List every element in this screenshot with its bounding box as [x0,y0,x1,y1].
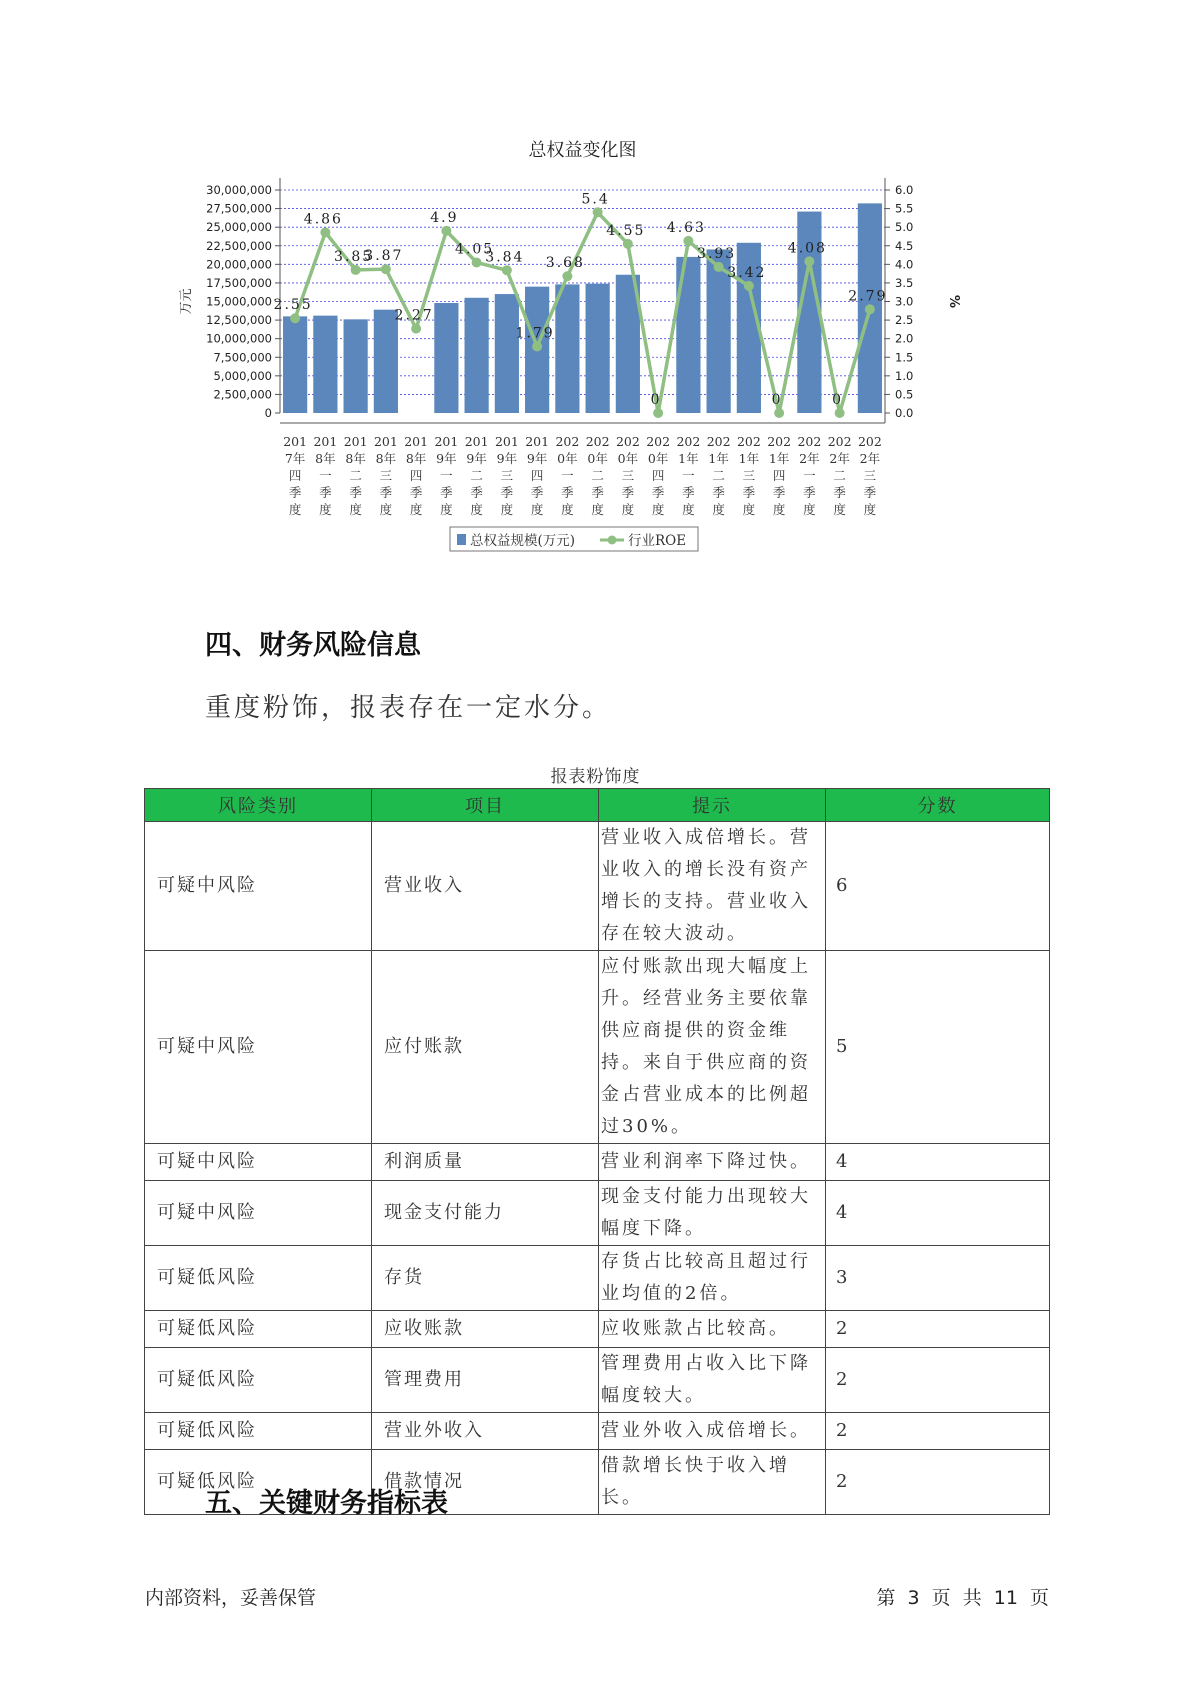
chart-title: 总权益变化图 [528,140,637,161]
x-tick-label: 一 [561,468,574,483]
x-tick-label: 202 [676,434,701,449]
y-tick-label: 12,500,000 [206,313,272,328]
x-tick-label: 季 [591,485,604,500]
x-tick-label: 1年 [738,451,760,466]
roe-data-label: 2.55 [273,297,313,314]
roe-point [835,408,845,418]
total-num: 11 [993,1587,1018,1609]
footer-page-number [876,1583,1049,1610]
roe-point [351,265,361,275]
roe-data-label: 0 [771,392,783,408]
header-score: 分数 [826,789,1050,822]
cell-hint: 借款增长快于收入增长。 [599,1450,826,1515]
x-tick-label: 度 [772,502,786,517]
x-tick-label: 0年 [617,451,639,466]
y2-tick-label: 2.0 [895,331,914,346]
roe-data-label: 4.9 [430,209,459,226]
cell-category: 可疑中风险 [145,1181,372,1246]
x-tick-label: 季 [863,485,877,500]
cell-score: 5 [826,951,1050,1144]
x-tick-label: 季 [379,485,393,500]
x-tick-label: 度 [530,502,544,517]
x-tick-label: 季 [651,485,665,500]
bar [313,316,337,413]
x-tick-label: 度 [803,502,816,517]
x-tick-label: 202 [706,434,731,449]
roe-point [593,207,603,217]
x-tick-label: 9年 [526,451,548,466]
y-tick-label: 2,500,000 [213,387,272,402]
y-tick-label: 15,000,000 [206,294,272,309]
x-tick-label: 201 [343,434,368,449]
total-unit: 页 [1029,1587,1049,1609]
x-tick-label: 季 [621,485,635,500]
roe-data-label: 4.55 [606,222,646,239]
x-tick-label: 季 [409,485,423,500]
y-tick-label: 30,000,000 [206,183,272,197]
x-tick-label: 四 [288,468,302,483]
bar [434,303,458,413]
x-tick-label: 四 [651,468,665,483]
y2-tick-label: 0.5 [895,387,914,402]
x-tick-label: 度 [682,502,695,517]
x-tick-label: 季 [319,485,332,500]
roe-point [744,281,754,291]
y2-tick-label: 1.0 [895,368,914,383]
x-tick-label: 度 [621,502,635,517]
x-tick-label: 一 [682,468,695,483]
y2-tick-label: 3.5 [895,275,914,290]
cell-category: 可疑低风险 [145,1348,372,1413]
table-row [145,1311,1050,1348]
x-tick-label: 三 [742,468,756,483]
bar [586,284,610,413]
roe-point [290,313,300,323]
x-tick-label: 202 [857,434,882,449]
section-heading-financial-risk: 四、财务风险信息 [205,630,421,661]
cell-hint: 管理费用占收入比下降幅度较大。 [599,1348,826,1413]
x-tick-label: 度 [712,502,725,517]
cell-hint: 营业收入成倍增长。营业收入的增长没有资产增长的支持。营业收入存在较大波动。 [599,822,826,951]
roe-point [320,227,330,237]
x-tick-label: 三 [379,468,393,483]
x-tick-label: 2年 [859,451,881,466]
x-tick-label: 度 [409,502,423,517]
cell-score: 3 [826,1246,1050,1311]
y2-tick-label: 0.0 [895,406,914,420]
x-tick-label: 度 [288,502,302,517]
footer-confidential-note: 内部资料，妥善保管 [145,1587,317,1609]
cell-category: 可疑低风险 [145,1413,372,1450]
cell-score: 4 [826,1144,1050,1181]
roe-data-label: 0 [832,392,844,408]
x-tick-label: 度 [591,502,604,517]
cell-item: 利润质量 [372,1144,599,1181]
cell-hint: 营业外收入成倍增长。 [599,1413,826,1450]
legend-bar-swatch [457,534,466,545]
y-tick-label: 17,500,000 [206,275,272,290]
x-tick-label: 度 [349,502,362,517]
x-tick-label: 季 [288,485,302,500]
cell-score: 4 [826,1181,1050,1246]
x-tick-label: 8年 [345,451,366,466]
risk-table [144,788,1050,1515]
table-row [145,1413,1050,1450]
total-label: 共 [962,1587,982,1609]
header-item: 项目 [372,789,599,822]
x-tick-label: 8年 [315,451,336,466]
cell-item: 应付账款 [372,951,599,1144]
x-tick-label: 季 [440,485,453,500]
x-tick-label: 201 [464,434,489,449]
bar [344,319,368,413]
x-tick-label: 四 [530,468,544,483]
y-axis-label: 万元 [179,288,194,315]
roe-point [532,341,542,351]
y2-tick-label: 4.0 [895,257,914,272]
y-tick-label: 25,000,000 [206,220,272,235]
y2-tick-label: 5.0 [895,220,914,235]
y-tick-label: 7,500,000 [213,350,272,365]
table-row [145,1348,1050,1413]
legend-line-marker [608,536,617,545]
cell-hint: 应付账款出现大幅度上升。经营业务主要依靠供应商提供的资金维持。来自于供应商的资金占营业成本的比例超过30%。 [599,951,826,1144]
cell-category: 可疑低风险 [145,1246,372,1311]
roe-point [502,265,512,275]
x-tick-label: 度 [319,502,332,517]
roe-data-label: 3.85 [334,248,374,265]
roe-point [411,324,421,334]
x-tick-label: 202 [797,434,822,449]
roe-data-label: 1.79 [515,325,555,342]
x-tick-label: 三 [500,468,514,483]
x-tick-label: 201 [494,434,519,449]
legend-line-label: 行业ROE [628,533,687,549]
roe-data-label: 3.93 [697,245,737,262]
x-tick-label: 季 [349,485,362,500]
x-tick-label: 201 [434,434,459,449]
x-tick-label: 度 [863,502,877,517]
roe-point [865,304,875,314]
cell-item: 存货 [372,1246,599,1311]
x-tick-label: 度 [470,502,483,517]
roe-data-label: 3.84 [485,249,525,266]
cell-item: 现金支付能力 [372,1181,599,1246]
cell-category: 可疑中风险 [145,1144,372,1181]
y2-tick-label: 5.5 [895,201,914,216]
x-tick-label: 度 [379,502,393,517]
x-tick-label: 季 [500,485,514,500]
bar [495,294,519,413]
x-tick-label: 9年 [466,451,487,466]
cell-item: 应收账款 [372,1311,599,1348]
x-tick-label: 季 [530,485,544,500]
roe-data-label: 2.27 [394,307,434,324]
x-tick-label: 9年 [436,451,457,466]
chart-svg [160,130,1060,600]
x-tick-label: 度 [742,502,756,517]
cell-hint: 应收账款占比较高。 [599,1311,826,1348]
cell-category: 可疑低风险 [145,1450,372,1515]
y-tick-label: 10,000,000 [206,331,272,346]
x-tick-label: 季 [772,485,786,500]
page-num: 3 [907,1587,920,1609]
y-tick-label: 20,000,000 [206,257,272,272]
x-tick-label: 201 [404,434,429,449]
x-tick-label: 季 [742,485,756,500]
bar [555,284,579,413]
x-tick-label: 二 [470,468,483,483]
cell-item: 营业外收入 [372,1413,599,1450]
x-tick-label: 四 [772,468,786,483]
roe-data-label: 0 [650,392,662,408]
x-tick-label: 201 [373,434,398,449]
page-label: 第 [876,1587,896,1609]
bar [374,310,398,413]
bar [283,316,307,413]
roe-data-label: 4.86 [303,211,343,228]
x-tick-label: 202 [585,434,610,449]
cell-category: 可疑低风险 [145,1311,372,1348]
table-row [145,1246,1050,1311]
roe-data-label: 4.63 [666,219,706,236]
roe-point [381,264,391,274]
cell-hint: 存货占比较高且超过行业均值的2倍。 [599,1246,826,1311]
x-tick-label: 201 [525,434,550,449]
cell-item: 管理费用 [372,1348,599,1413]
cell-category: 可疑中风险 [145,822,372,951]
cell-item: 营业收入 [372,822,599,951]
x-tick-label: 201 [283,434,308,449]
roe-point [804,256,814,266]
x-tick-label: 1年 [768,451,790,466]
cell-score: 2 [826,1311,1050,1348]
x-tick-label: 8年 [405,451,427,466]
x-tick-label: 季 [682,485,695,500]
y-tick-label: 27,500,000 [206,201,272,216]
y2-tick-label: 3.0 [895,294,914,309]
roe-data-label: 5.4 [581,191,610,208]
x-tick-label: 季 [803,485,816,500]
header-category: 风险类别 [145,789,372,822]
x-tick-label: 三 [621,468,635,483]
x-tick-label: 度 [833,502,846,517]
cell-score: 2 [826,1450,1050,1515]
x-tick-label: 季 [470,485,483,500]
equity-change-chart [160,130,1060,600]
cell-score: 2 [826,1413,1050,1450]
roe-point [714,262,724,272]
x-tick-label: 1年 [678,451,699,466]
section-heading-key-indicators: 五、关键财务指标表 [205,1488,448,1519]
y-tick-label: 0 [264,406,272,420]
cell-item: 借款情况 [372,1450,599,1515]
roe-point [441,226,451,236]
x-tick-label: 二 [591,468,604,483]
x-tick-label: 202 [615,434,640,449]
x-tick-label: 二 [349,468,362,483]
x-tick-label: 一 [803,468,816,483]
x-tick-label: 0年 [587,451,608,466]
x-tick-label: 202 [736,434,761,449]
x-tick-label: 202 [827,434,852,449]
roe-data-label: 4.05 [455,241,495,258]
cell-category: 可疑中风险 [145,951,372,1144]
table-row [145,951,1050,1144]
x-tick-label: 三 [863,468,877,483]
x-tick-label: 四 [409,468,423,483]
bar [465,298,489,413]
x-tick-label: 一 [319,468,332,483]
x-tick-label: 度 [500,502,514,517]
risk-summary: 重度粉饰，报表存在一定水分。 [205,693,612,723]
cell-hint: 现金支付能力出现较大幅度下降。 [599,1181,826,1246]
x-tick-label: 度 [651,502,665,517]
x-tick-label: 季 [561,485,574,500]
roe-data-label: 4.08 [787,240,827,257]
table-row [145,1144,1050,1181]
legend-bar-label: 总权益规模(万元) [470,533,576,549]
x-tick-label: 0年 [557,451,578,466]
y-tick-label: 5,000,000 [213,368,272,383]
roe-point [623,239,633,249]
roe-point [562,271,572,281]
header-hint: 提示 [599,789,826,822]
x-tick-label: 1年 [708,451,729,466]
table-caption: 报表粉饰度 [550,767,641,787]
roe-point [683,236,693,246]
x-tick-label: 8年 [375,451,397,466]
x-tick-label: 202 [646,434,671,449]
x-tick-label: 0年 [647,451,669,466]
x-tick-label: 季 [712,485,725,500]
cell-score: 6 [826,822,1050,951]
x-tick-label: 季 [833,485,846,500]
y2-tick-label: 6.0 [895,183,914,197]
x-tick-label: 一 [440,468,453,483]
y2-tick-label: 1.5 [895,350,914,365]
x-tick-label: 二 [712,468,725,483]
y-tick-label: 22,500,000 [206,238,272,253]
x-tick-label: 二 [833,468,846,483]
x-tick-label: 7年 [284,451,306,466]
roe-point [472,257,482,267]
roe-data-label: 3.68 [545,255,585,272]
y2-tick-label: 4.5 [895,238,914,253]
roe-data-label: 3.42 [727,264,767,281]
x-tick-label: 度 [440,502,453,517]
roe-point [774,408,784,418]
roe-data-label: 3.87 [364,248,404,265]
cell-score: 2 [826,1348,1050,1413]
cell-hint: 营业利润率下降过快。 [599,1144,826,1181]
table-header-row [145,789,1050,822]
x-tick-label: 度 [561,502,574,517]
x-tick-label: 202 [767,434,792,449]
x-tick-label: 201 [313,434,338,449]
table-row [145,1181,1050,1246]
page-unit: 页 [931,1587,951,1609]
roe-point [653,408,663,418]
roe-data-label: 2.79 [848,288,888,305]
x-tick-label: 202 [555,434,580,449]
y2-axis-label: % [946,294,961,309]
x-tick-label: 9年 [496,451,518,466]
x-tick-label: 2年 [829,451,850,466]
x-tick-label: 2年 [799,451,820,466]
table-row [145,822,1050,951]
y2-tick-label: 2.5 [895,313,914,328]
